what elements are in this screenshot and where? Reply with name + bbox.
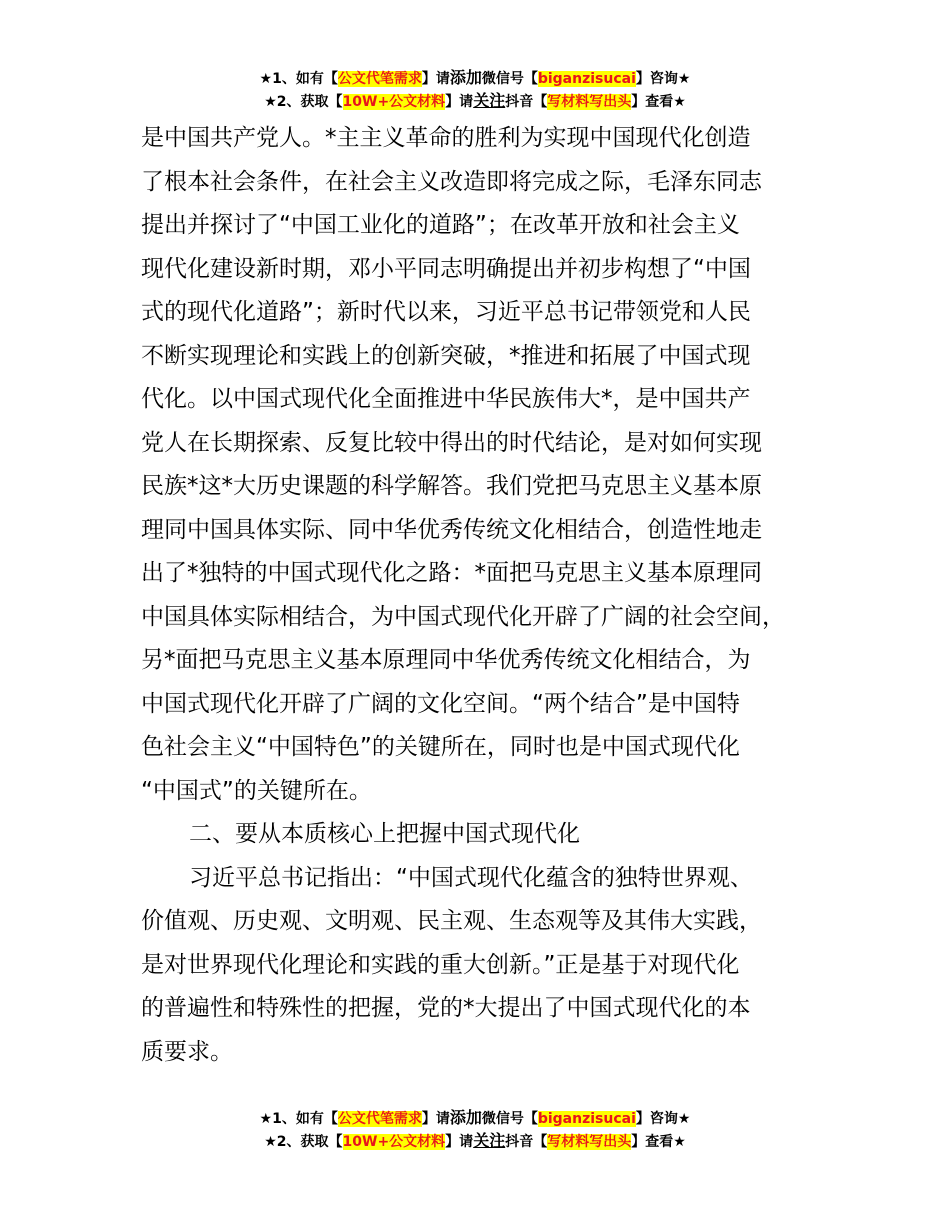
body-line: 理同中国具体实际、同中华优秀传统文化相结合，创造性地走 bbox=[141, 516, 762, 543]
promo-highlight-materials: 10W+公文材料 bbox=[342, 1134, 446, 1150]
promo-highlight-douyin: 写材料写出头 bbox=[547, 1134, 632, 1150]
body-line: 民族*这*大历史课题的科学解答。我们党把马克思主义基本原 bbox=[141, 473, 762, 499]
promo-highlight-wechat-id: biganzisucai bbox=[537, 71, 636, 87]
promo-highlight-wechat-id: biganzisucai bbox=[537, 1111, 636, 1127]
promo-line-1: ★1、如有【公文代笔需求】请添加微信号【biganzisucai】咨询★ bbox=[259, 1108, 691, 1127]
body-line: 另*面把马克思主义基本原理同中华优秀传统文化相结合，为 bbox=[141, 647, 751, 673]
body-line: 是中国共产党人。*主主义革命的胜利为实现中国现代化创造 bbox=[141, 125, 751, 151]
promo-line-1: ★1、如有【公文代笔需求】请添加微信号【biganzisucai】咨询★ bbox=[259, 68, 691, 87]
body-line: 出了*独特的中国式现代化之路：*面把马克思主义基本原理同 bbox=[141, 560, 762, 586]
document-body bbox=[141, 117, 841, 1074]
promo-line-2: ★2、获取【10W+公文材料】请关注抖音【写材料写出头】查看★ bbox=[264, 1131, 686, 1150]
promo-highlight-service: 公文代笔需求 bbox=[337, 71, 422, 87]
body-line: 质要求。 bbox=[141, 1038, 233, 1065]
body-line: 价值观、历史观、文明观、民主观、生态观等及其伟大实践， bbox=[141, 908, 762, 934]
body-line: 是对世界现代化理论和实践的重大创新。”正是基于对现代化 bbox=[141, 951, 740, 978]
body-line: “中国式”的关键所在。 bbox=[141, 777, 372, 804]
body-line: 色社会主义“中国特色”的关键所在，同时也是中国式现代化 bbox=[141, 734, 740, 760]
body-line: 提出并探讨了“中国工业化的道路”；在改革开放和社会主义 bbox=[141, 212, 740, 238]
body-line: 式的现代化道路”；新时代以来，习近平总书记带领党和人民 bbox=[141, 299, 751, 325]
promo-highlight-service: 公文代笔需求 bbox=[337, 1111, 422, 1127]
body-line: 的普遍性和特殊性的把握，党的*大提出了中国式现代化的本 bbox=[141, 995, 751, 1021]
body-line: 代化。以中国式现代化全面推进中华民族伟大*，是中国共产 bbox=[141, 386, 751, 412]
body-line: 了根本社会条件，在社会主义改造即将完成之际，毛泽东同志 bbox=[141, 168, 762, 195]
promo-highlight-douyin: 写材料写出头 bbox=[547, 94, 632, 110]
body-line: 中国式现代化开辟了广阔的文化空间。“两个结合”是中国特 bbox=[141, 690, 740, 717]
body-line: 不断实现理论和实践上的创新突破，*推进和拓展了中国式现 bbox=[141, 342, 751, 369]
promo-highlight-materials: 10W+公文材料 bbox=[342, 94, 446, 110]
header-promo-banner bbox=[0, 67, 950, 113]
promo-line-2: ★2、获取【10W+公文材料】请关注抖音【写材料写出头】查看★ bbox=[264, 91, 686, 110]
body-line: 习近平总书记指出：“中国式现代化蕴含的独特世界观、 bbox=[189, 864, 753, 891]
body-line: 党人在长期探索、反复比较中得出的时代结论，是对如何实现 bbox=[141, 429, 762, 456]
body-line: 现代化建设新时期，邓小平同志明确提出并初步构想了“中国 bbox=[141, 255, 751, 282]
footer-promo-banner bbox=[0, 1107, 950, 1153]
section-heading: 二、要从本质核心上把握中国式现代化 bbox=[189, 821, 580, 847]
body-line: 中国具体实际相结合，为中国式现代化开辟了广阔的社会空间， bbox=[141, 603, 785, 630]
